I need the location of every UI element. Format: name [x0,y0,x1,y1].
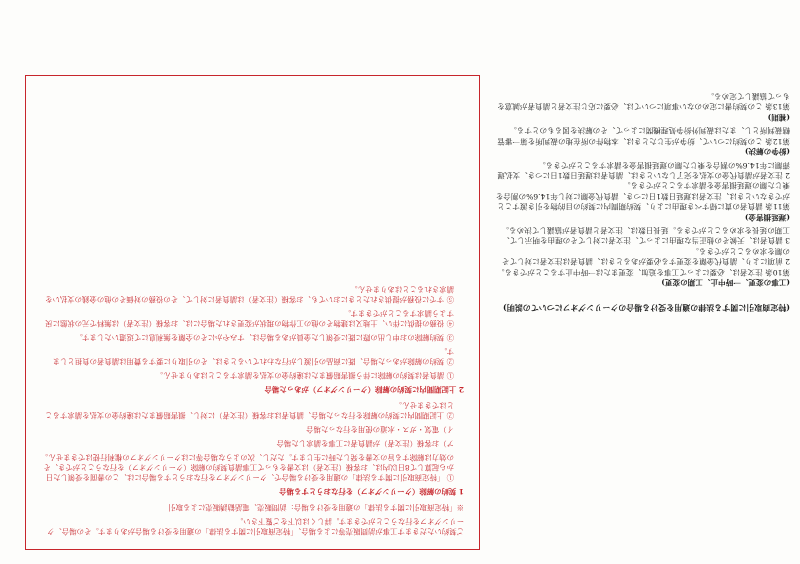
clause-block [495,125,790,156]
section-1-item: ア）お客様（注文者）が請負者に工事を請求した場合 [276,439,454,448]
cooling-off-title: (特定商取引に関する法律の適用を受ける場合のクーリングオフについての説明) [502,303,790,313]
clause-block [495,225,790,287]
section-2-title: 2 上記期間内に契約の解除（クーリングオフ）があった場合 [264,385,464,394]
clause-text: 第10条 注文者は、必要によって工事を追加、変更または一時中止することができる。 [496,267,790,277]
clause-block [495,91,790,122]
section-2-item: ① 請負者は契約の解除に伴う損害賠償または違約金の支払を請求することはありません。 [155,371,454,380]
contract-clauses [495,70,790,290]
clause-text: 第11条 請負者の責に帰すべき理由により、契約期間内に契約の目的物を引き渡すことができないときは、注文者は遅延日数1日につき、請負代金額に対し年14.6%の割合を乗じた額の遅延損害金を請求することができる。 [495,181,790,212]
section-2-item: ③ 契約解除のお申し出の際に既に受領した金員がある場合は、すみやかにその全額を無利息にて返還いたします。 [75,333,454,342]
section-1-item: ② 上記期間内に契約の解除を行なった場合、請負者はお客様（注文者）に対し、損害賠償または違約金の支払を請求することはできません。 [45,401,454,420]
section-1-title: 1 契約の解除（クーリングオフ）を行なおうとする場合 [279,487,464,496]
section-2-item: ④ 役務の提供に伴い、土地又は建物その他の工作物の現状が変更された場合には、お客様（注文者）は無料で元の状態に戻すよう請求することができます。 [45,309,454,328]
clause-text: 2 注文者が請負代金の支払を完了しないときは、請負者は遅延日数1日につき、支払遅滞額に年14.6%の割合を乗じた額の遅延損害金を請求することができる。 [497,160,790,180]
clause-text: 2 前項により、請負代金額を変更する必要があるときは、請負者は注文者に対してその額を求めることができる。 [501,246,790,267]
clause-text: 第13条 この契約書に定めのない事項については、必要に応じ注文者と請負者が誠意をもって協議して定める。 [497,92,790,112]
clause-block [495,159,790,221]
clause-text: 第12条 この契約について、紛争が生じたときは、本物件の所在地の裁判所を第一審管轄裁判所とし、または裁判外紛争処理機関によって、その解決を図るものとする。 [497,126,790,146]
clause-heading: (工事の変更、一時中止、工期の変更) [661,278,790,287]
cooling-off-notice-content [26,76,478,548]
notice-note: ※「特定商取引に関する法律」の適用を受ける場合：訪問販売、電話勧誘販売による取引 [168,503,464,512]
notice-intro: ご契約いただきます工事が訪問販売等による場合、「特定商取引に関する法律」の適用を受ける場合があります。その場合、クーリングオフを行なうことができます。詳しくは以下をご覧下さい。 [47,517,464,536]
clause-text: 3 請負者は、天候その他正当な理由によって、注文者に対してその理由を明示して、工期の延長を求めることができる。延長日数は、注文者と請負者が協議して決める。 [501,225,790,246]
clause-heading: (紛争の解決) [744,147,790,157]
section-1-item: ① 「特定商取引に関する法律」の適用を受ける場合で、クーリングオフを行なおうとする場合には、この書面を受領した日から起算して8日以内は、お客様（注文者）は文書をもって工事請負契約の解除（クーリングオフ）を行なうことができ、その効力は解除する旨の文書を発した時に生じます。ただし、次のような場合等にはクーリングオフの権利行使はできません。 [40,453,454,482]
section-2-item: ② 契約の解除があった場合、既に商品の引渡しが行なわれているときは、その引取りに要する費用は請負者の負担とします。 [52,347,454,366]
clause-heading: (補則) [767,112,790,122]
cooling-off-notice-box [25,75,480,550]
section-1-item: イ）電気・ガス・水道の使用を行なった場合 [306,425,454,434]
clause-heading: (遅延損害金) [744,212,790,222]
section-2-item: ⑤ すでに役務が提供されたときにおいても、お客様（注文者）は請負者に対して、その役務の対価その他の金銭の支払いを請求されることはありません。 [45,285,454,304]
